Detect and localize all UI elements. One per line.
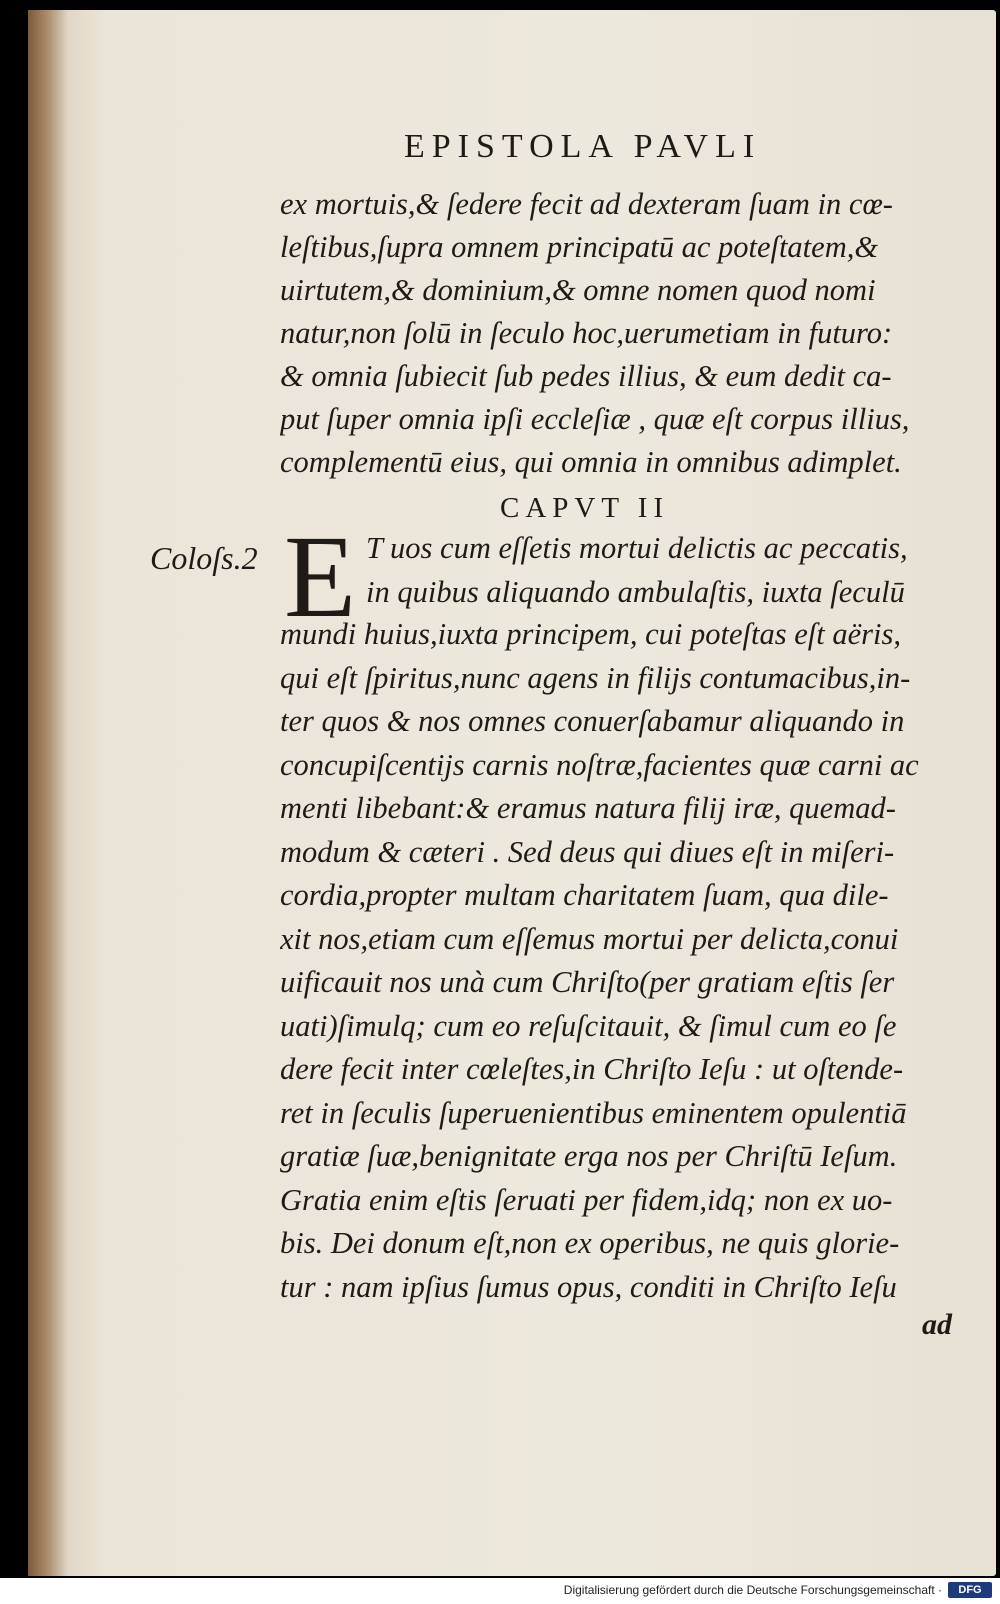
drop-cap-initial: E	[284, 511, 357, 642]
text-line: qui eſt ſpiritus,nunc agens in filijs contumacibus,in-	[280, 660, 911, 695]
text-line: menti libebant:& eramus natura filij iræ, quemad-	[280, 791, 896, 825]
text-line: uificauit nos unà cum Chriſto(per gratiam eſtis ſer	[280, 965, 895, 999]
digitization-footer	[0, 1578, 1000, 1604]
text-line: bis. Dei donum eſt,non ex operibus, ne quis glorie-	[280, 1226, 900, 1260]
text-line: tur : nam ipſius ſumus opus, conditi in Chriſto Ieſu	[280, 1269, 897, 1304]
text-line: uati)ſimulq; cum eo reſuſcitauit, & ſimul cum eo ſe	[280, 1008, 897, 1043]
text-line: cordia,propter multam charitatem ſuam, qua dile-	[280, 878, 889, 912]
footer-credit: Digitalisierung gefördert durch die Deutsche Forschungsgemeinschaft ·	[563, 1583, 942, 1597]
text-line: ex mortuis,& ſedere fecit ad dexteram ſuam in cœ-	[280, 187, 893, 221]
catchword: ad	[922, 1308, 952, 1341]
text-line: ret in ſeculis ſuperuenientibus eminentem opulentiā	[280, 1095, 907, 1130]
text-line: put ſuper omnia ipſi eccleſiæ , quæ eſt corpus illius,	[280, 402, 910, 436]
text-line: uirtutem,& dominium,& omne nomen quod nomi	[280, 273, 876, 307]
text-line: & omnia ſubiecit ſub pedes illius, & eum dedit ca-	[280, 359, 892, 393]
text-line: complementū eius, qui omnia in omnibus adimplet.	[280, 445, 902, 479]
text-line: in quibus aliquando ambulaſtis, iuxta ſeculū	[366, 575, 905, 609]
text-line: T uos cum eſſetis mortui delictis ac peccatis,	[366, 531, 908, 565]
chapter-heading: CAPVT II	[500, 492, 670, 524]
text-line: concupiſcentijs carnis noſtræ,facientes quæ carni ac	[280, 747, 919, 782]
text-line: leſtibus,ſupra omnem principatū ac poteſtatem,&	[280, 230, 879, 264]
text-line: mundi huius,iuxta principem, cui poteſtas eſt aëris,	[280, 617, 901, 651]
text-line: dere fecit inter cœleſtes,in Chriſto Ieſu : ut oſtende-	[280, 1052, 904, 1086]
text-line: ter quos & nos omnes conuerſabamur aliquando in	[280, 704, 905, 738]
page-binding-edge	[28, 10, 68, 1576]
text-line: modum & cæteri . Sed deus qui diues eſt in miſeri-	[280, 834, 895, 869]
running-head: EPISTOLA PAVLI	[404, 128, 762, 165]
dfg-logo-icon: DFG	[948, 1582, 992, 1598]
text-line: natur,non ſolū in ſeculo hoc,uerumetiam in futuro:	[280, 316, 893, 350]
text-line: Gratia enim eſtis ſeruati per fidem,idq; non ex uo-	[280, 1182, 893, 1217]
text-line: gratiæ ſuæ,benignitate erga nos per Chriſtū Ieſum.	[280, 1139, 898, 1173]
text-line: xit nos,etiam cum eſſemus mortui per delicta,conui	[280, 921, 899, 956]
margin-note: Coloſs.2	[150, 540, 258, 576]
